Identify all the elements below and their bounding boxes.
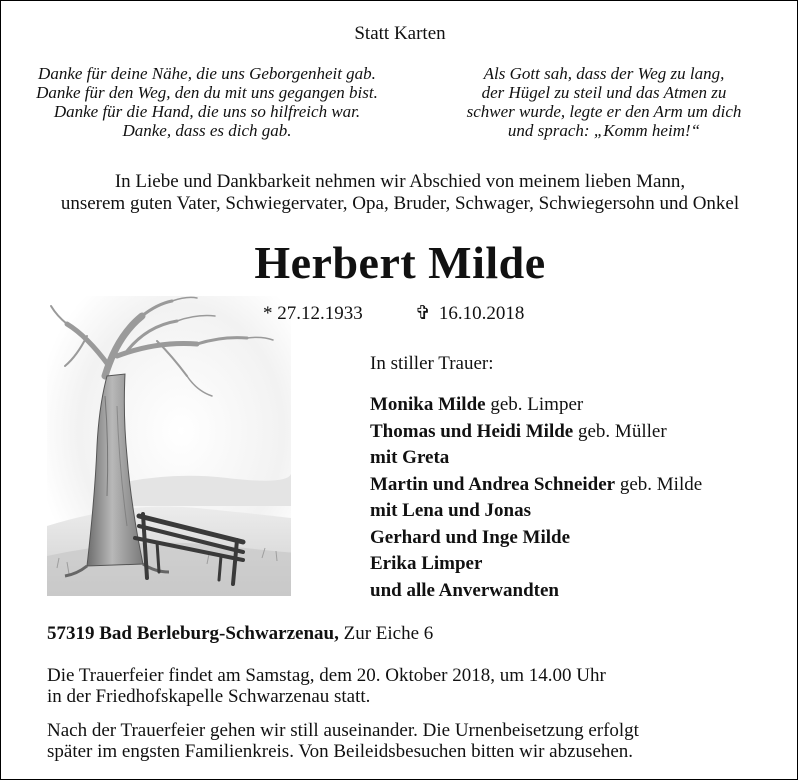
family-name: mit Greta <box>370 447 450 468</box>
tree-bench-image <box>47 296 291 596</box>
tree-and-bench-illustration <box>47 296 291 596</box>
family-row <box>370 498 702 525</box>
family-row <box>370 392 702 419</box>
address-city: 57319 Bad Berleburg-Schwarzenau, <box>47 623 339 644</box>
address-street: Zur Eiche 6 <box>338 623 434 644</box>
heading: Statt Karten <box>354 23 446 44</box>
birth-date: * 27.12.1933 <box>263 303 363 324</box>
cross-icon: ✞ <box>415 303 431 324</box>
family-name: Monika Milde <box>370 394 486 415</box>
family-name: und alle Anverwandten <box>370 579 559 601</box>
quote-right <box>419 64 789 140</box>
family-name: Martin und Andrea Schneider <box>370 473 616 495</box>
funeral-line: in der Friedhofskapelle Schwarzenau statt. <box>47 686 371 707</box>
quote-right-line: Als Gott sah, dass der Weg zu lang, <box>483 64 725 83</box>
family-note: geb. Limper <box>485 394 584 415</box>
death-date: 16.10.2018 <box>438 303 525 324</box>
intro-line: unserem guten Vater, Schwiegervater, Opa, Bruder, Schwager, Schwiegersohn und Onkel <box>60 193 740 214</box>
family-name: mit Lena und Jonas <box>370 500 532 521</box>
funeral-line: Die Trauerfeier findet am Samstag, dem 20. Oktober 2018, um 14.00 Uhr <box>47 665 606 686</box>
note-line: später im engsten Familienkreis. Von Beileidsbesuchen bitten wir abzusehen. <box>47 741 634 762</box>
quote-right-line: schwer wurde, legte er den Arm um dich <box>466 102 742 121</box>
quote-right-line: der Hügel zu steil und das Atmen zu <box>481 83 727 102</box>
family-row <box>370 445 702 472</box>
quote-left-line: Danke, dass es dich gab. <box>122 121 292 140</box>
quote-left-line: Danke für deine Nähe, die uns Geborgenheit gab. <box>38 64 376 83</box>
mourning-label: In stiller Trauer: <box>370 353 494 374</box>
quote-left-line: Danke für den Weg, den du mit uns gegangen bist. <box>36 83 378 102</box>
death-date-block <box>415 303 524 325</box>
family-row <box>370 472 702 499</box>
family-row <box>370 525 702 552</box>
family-note: geb. Milde <box>615 473 703 495</box>
family-row <box>370 578 702 605</box>
quote-right-line: und sprach: „Komm heim!“ <box>507 121 701 140</box>
quote-left-line: Danke für die Hand, die uns so hilfreich war. <box>53 102 361 121</box>
intro-text <box>1 171 799 215</box>
address <box>47 623 433 645</box>
family-row <box>370 551 702 578</box>
closing-note <box>47 720 639 762</box>
family-list <box>370 392 702 604</box>
family-name: Thomas und Heidi Milde <box>370 420 574 442</box>
family-name: Gerhard und Inge Milde <box>370 526 571 548</box>
family-row <box>370 419 702 446</box>
funeral-info <box>47 665 606 707</box>
deceased-name: Herbert Milde <box>254 237 546 288</box>
intro-line: In Liebe und Dankbarkeit nehmen wir Abschied von meinem lieben Mann, <box>114 171 686 192</box>
quote-left <box>17 64 397 140</box>
note-line: Nach der Trauerfeier gehen wir still auseinander. Die Urnenbeisetzung erfolgt <box>47 720 639 741</box>
family-note: geb. Müller <box>573 420 667 442</box>
family-name: Erika Limper <box>370 553 483 574</box>
